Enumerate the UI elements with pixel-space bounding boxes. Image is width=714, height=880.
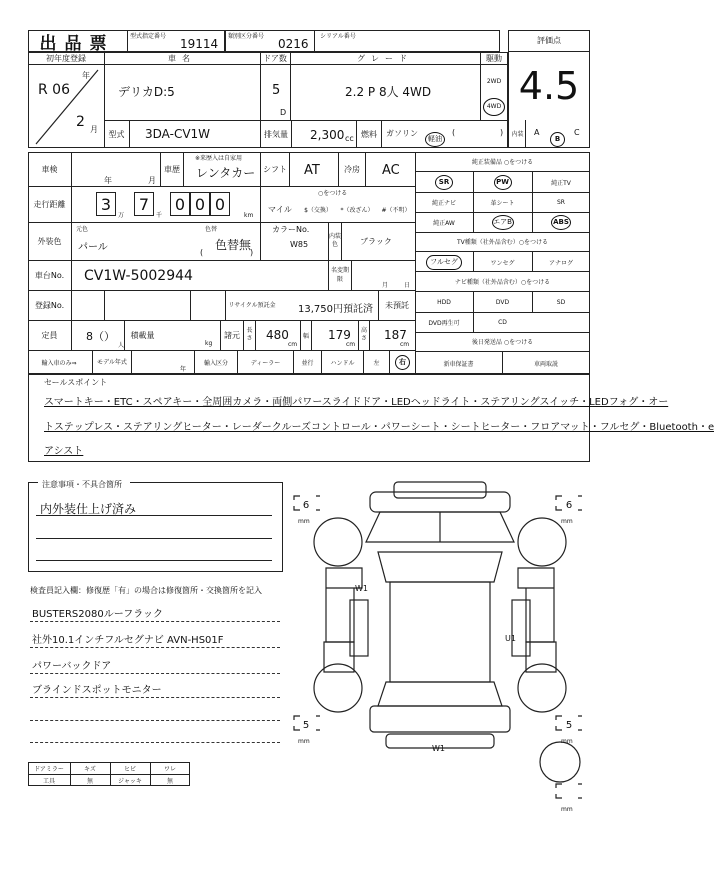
drive-label: 駆動 — [486, 53, 502, 63]
navi-hdd: HDD — [437, 298, 451, 306]
roof — [390, 582, 490, 682]
wheel-front-left — [314, 518, 362, 566]
drive-4wd-circled: 4WD — [483, 98, 505, 116]
equip-genuine-navi: 純正ナビ — [431, 199, 456, 207]
tire-rr-mm: mm — [561, 738, 573, 745]
length-value: 480 — [266, 328, 289, 342]
displacement-value: 2,300 — [310, 128, 345, 142]
tv-analog: アナログ — [548, 259, 573, 267]
legend-jack-value: 無 — [166, 777, 173, 785]
import-dealer: ディーラー — [238, 350, 294, 374]
left-front-panel — [326, 568, 362, 642]
int-color-label: 内装色 — [328, 222, 342, 260]
sales-points-label: セールスポイント — [44, 378, 108, 387]
damage-mark-u1-right: U1 — [505, 634, 516, 643]
model-year-label: モデル年式 — [92, 350, 132, 374]
ext-color-label: 外装色 — [28, 222, 72, 260]
navi-dvd-play: DVD再生可 — [428, 319, 460, 327]
ac-value: AC — [382, 163, 400, 178]
color-swap-value: 色替無 — [215, 238, 252, 252]
wheel-rear-right — [518, 664, 566, 712]
legend-mirror: ドアミラー — [34, 765, 64, 773]
mileage-digit-2: 7 — [134, 192, 154, 216]
size-label: 諸元 — [220, 320, 244, 350]
navi-sd: SD — [556, 298, 566, 306]
tv-fullseg-circled: フルセグ — [426, 255, 462, 270]
front-grille — [370, 492, 510, 512]
height-cm: cm — [400, 341, 410, 348]
chassis-label: 車台No. — [28, 260, 72, 290]
reg-no-label: 登録No. — [28, 290, 72, 320]
model-code-label: 型式 — [104, 120, 130, 148]
legend-tool-value: 無 — [86, 777, 93, 785]
mileage-exchange: $（交換） — [304, 206, 332, 214]
mileage-sen: 千 — [156, 212, 163, 219]
import-type-label: 輸入区分 — [194, 350, 238, 374]
recycle-value: 13,750円預託済 — [298, 304, 373, 315]
damage-mark-w1-left: W1 — [355, 584, 368, 593]
tire-rl-mm: mm — [298, 738, 310, 745]
tv-oneseg: ワンセグ — [490, 259, 515, 267]
damage-mark-w1-rear: W1 — [432, 744, 445, 753]
mileage-mile: マイル — [268, 205, 292, 214]
mileage-unknown: #（不明） — [381, 206, 411, 214]
class-value: 0216 — [278, 37, 309, 51]
load-kg: kg — [205, 340, 213, 347]
capacity-label: 定員 — [28, 320, 72, 350]
mileage-attach-note: ○をつける — [318, 190, 348, 197]
later-warranty: 新車保証書 — [443, 360, 474, 368]
bracket-spare — [556, 784, 582, 798]
sales-point-line-1: スマートキー・ETC・スペアキー・全周囲カメラ・両側パワースライドドア・LEDヘッドライト・ステアリングスイッチ・LEDフォグ・オー — [44, 397, 669, 408]
left-doors — [350, 600, 368, 656]
height-value: 187 — [384, 328, 407, 342]
fuel-gasoline: ガソリン — [386, 129, 418, 138]
drive-2wd: 2WD — [486, 77, 502, 85]
color-no-label: カラーNo. — [272, 225, 310, 234]
wheel-front-right — [518, 518, 566, 566]
interior-grade-b-circled: B — [550, 132, 565, 147]
doors-label: ドア数 — [263, 53, 287, 63]
usage-value: レンタカー — [196, 166, 256, 180]
first-reg-slash — [28, 64, 104, 148]
shift-value: AT — [304, 163, 320, 178]
length-label: 長さ — [244, 320, 256, 350]
color-swap-label: 色替 — [205, 226, 218, 233]
handle-left: 左 — [364, 350, 390, 374]
handle-right-circled: 右 — [395, 355, 410, 370]
interior-grade-a: A — [534, 128, 540, 137]
legend-crack: ヒビ — [123, 765, 136, 773]
capacity-person: 人 — [118, 342, 125, 349]
load-label: 積載量 — [124, 320, 160, 350]
model-cert-value: 19114 — [180, 37, 219, 51]
grade-value: 2.2 P 8人 4WD — [345, 85, 432, 99]
equip-sunroof: SR — [557, 198, 565, 206]
capacity-value: 8（） — [86, 330, 115, 343]
navi-title: ナビ種類（社外品含む）○をつける — [415, 272, 590, 292]
mileage-tamper: *（改ざん） — [340, 206, 374, 214]
mileage-label: 走行距離 — [28, 186, 72, 222]
notes-box — [28, 482, 283, 572]
navi-dvd: DVD — [495, 298, 510, 306]
inspector-entry-2: 社外10.1インチフルセグナビ AVN-HS01F — [32, 635, 224, 646]
equip-leather-seat: 革シート — [490, 199, 515, 207]
sales-point-line-2: トステップレス・ステアリングヒーター・レーダークルーズコントロール・パワーシート・シートヒーター・フロアマット・フルセグ・Bluetooth・e — [44, 422, 714, 433]
import-parallel: 並行 — [294, 350, 322, 374]
grade-label: グレード — [357, 53, 413, 63]
width-cm: cm — [346, 341, 356, 348]
class-label: 類別区分番号 — [228, 33, 265, 40]
first-reg-era: R 06 — [38, 82, 70, 98]
inspector-note: 検査員記入欄：修復歴「有」の場合は修復箇所・交換箇所を記入 — [30, 586, 262, 595]
length-cm: cm — [288, 341, 298, 348]
model-code: 3DA-CV1W — [145, 127, 211, 141]
usage-note: ※来歴入は自家用 — [195, 155, 243, 162]
serial-label: シリアル番号 — [320, 33, 356, 40]
inspection-year: 年 — [104, 176, 112, 185]
notes-title: 注意事項・不具合箇所 — [42, 480, 122, 489]
rear-glass — [378, 682, 502, 706]
cc-unit: cc — [345, 134, 354, 143]
int-color-value: ブラック — [360, 237, 392, 246]
later-title: 後日発送品 ○をつける — [415, 332, 590, 352]
equip-abs-circled: ABS — [551, 215, 571, 230]
inspection-month: 月 — [148, 176, 156, 185]
width-label: 幅 — [300, 320, 312, 350]
door-type: D — [280, 108, 287, 117]
equip-genuine-aw: 純正AW — [433, 219, 455, 227]
import-label: 輸入車のみ⇒ — [41, 359, 77, 367]
wheel-rear-left — [314, 664, 362, 712]
equip-sr-circled: SR — [435, 175, 453, 190]
width-value: 179 — [328, 328, 351, 342]
rear-gate — [370, 706, 510, 732]
displacement-label: 排気量 — [260, 120, 292, 148]
usage-label: 車歴 — [160, 152, 184, 186]
legend-scratch: キズ — [84, 765, 96, 773]
later-manual: 車両取説 — [533, 360, 558, 368]
wheel-spare — [540, 742, 580, 782]
car-name-label: 車名 — [168, 53, 196, 63]
tire-rl-value: 5 — [302, 720, 310, 731]
equip-airbag-circled: エアB — [492, 215, 514, 230]
tv-title: TV種類（社外品含む）○をつける — [415, 232, 590, 252]
shift-label: シフト — [260, 152, 290, 186]
recycle-label: リサイクル預託金 — [228, 301, 276, 309]
mileage-digit-5: 0 — [210, 192, 230, 216]
name-change-label: 名変期限 — [328, 260, 352, 290]
tire-fr-mm: mm — [561, 518, 573, 525]
legend-tool: 工具 — [42, 777, 55, 785]
equip-pw-circled: PW — [494, 175, 512, 190]
genuine-title: 純正装備品 ○をつける — [415, 152, 590, 172]
mileage-digit-4: 0 — [190, 192, 210, 216]
chassis-value: CV1W-5002944 — [84, 268, 193, 284]
height-label: 高さ — [358, 320, 370, 350]
doors-value: 5 — [272, 83, 281, 98]
fuel-label: 燃料 — [356, 120, 382, 148]
sheet-title: 出品票 — [39, 33, 115, 54]
right-doors — [512, 600, 530, 656]
inspector-entry-3: パワーバックドア — [32, 661, 112, 672]
ext-color-value: パール — [78, 242, 108, 253]
tire-fl-mm: mm — [298, 518, 310, 525]
color-no-value: W85 — [290, 240, 309, 249]
first-reg-year-suffix: 年 — [82, 71, 90, 80]
sales-point-line-3: アシスト — [44, 446, 84, 457]
tire-spare-mm: mm — [561, 806, 573, 813]
handle-label: ハンドル — [322, 350, 364, 374]
mileage-digit-3: 0 — [170, 192, 190, 216]
right-front-panel — [518, 568, 554, 642]
tire-fl-value: 6 — [302, 500, 310, 511]
mileage-digit-1: 3 — [96, 192, 116, 216]
inspector-entry-4: ブラインドスポットモニター — [32, 685, 162, 696]
ac-label: 冷房 — [338, 152, 366, 186]
tire-rr-value: 5 — [565, 720, 573, 731]
recycle-unpaid: 未預託 — [378, 290, 415, 320]
evaluation-label: 評価点 — [508, 30, 590, 52]
model-cert-label: 型式指定番号 — [130, 33, 167, 40]
navi-cd: CD — [498, 318, 507, 326]
first-reg-month-suffix: 月 — [90, 125, 98, 134]
notes-line-1: 内外装仕上げ済み — [40, 502, 137, 516]
legend-jack: ジャッキ — [118, 777, 142, 785]
windshield — [378, 552, 502, 582]
inspection-label: 車検 — [28, 152, 72, 186]
interior-label: 内装 — [510, 120, 526, 148]
car-name: デリカD:5 — [118, 85, 175, 99]
mileage-km: km — [244, 212, 254, 219]
fuel-diesel-circled: 軽油 — [425, 132, 445, 147]
interior-grade-c: C — [574, 128, 580, 137]
inspector-entry-1: BUSTERS2080ルーフラック — [32, 609, 163, 620]
legend-break: ワレ — [163, 765, 176, 773]
equip-genuine-tv: 純正TV — [551, 179, 571, 187]
mileage-man: 万 — [118, 212, 125, 219]
evaluation-score: 4.5 — [518, 64, 580, 108]
first-reg-label: 初年度登録 — [46, 53, 86, 63]
tire-fr-value: 6 — [565, 500, 573, 511]
first-reg-month: 2 — [76, 114, 85, 130]
color-orig-label: 元色 — [76, 226, 89, 233]
